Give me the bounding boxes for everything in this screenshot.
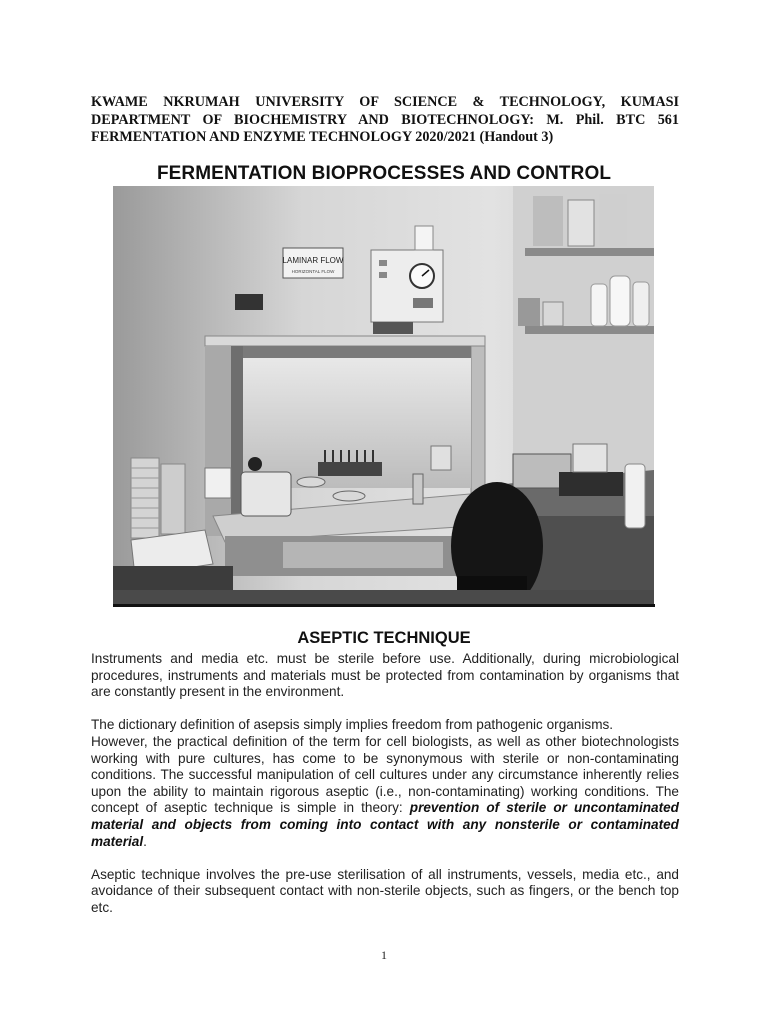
paragraph-pre-use-sterilisation: Aseptic technique involves the pre-use sterilisation of all instruments, vessels, media etc., and avoidance of their subsequent contact with non-sterile objects, such as fingers, or the bench top etc. [91, 866, 679, 915]
header-course: FERMENTATION AND ENZYME TECHNOLOGY 2020/2021 (Handout 3) [91, 129, 554, 145]
page-number: 1 [381, 948, 387, 962]
paragraph-practical-definition [91, 734, 679, 850]
paragraph-dictionary-definition: The dictionary definition of asepsis simply implies freedom from pathogenic organisms. [91, 717, 614, 733]
photo-divider-rule [113, 604, 655, 607]
header-university: KWAME NKRUMAH UNIVERSITY OF SCIENCE & TECHNOLOGY, KUMASI [91, 94, 679, 110]
practical-definition-end: . [143, 833, 147, 849]
laminar-flow-sign-subtext: HORIZONTAL FLOW [291, 269, 335, 274]
document-header [91, 94, 679, 147]
practical-definition-text: However, the practical definition of the term for cell biologists, as well as other biotechnologists working with pure cultures, has come to be synonymous with sterile or non-contaminating conditions. The successful manipulation of cell cultures under any circumstance inherently relies upon the ability to maintain rigorous aseptic (i.e., non-contaminating) working conditions. The concept of aseptic technique is simple in theory: [91, 733, 679, 816]
laminar-flow-sign-text: LAMINAR FLOW [282, 256, 344, 265]
paragraph-sterile-instruments: Instruments and media etc. must be sterile before use. Additionally, during microbiological procedures, instruments and materials must be protected from contamination by organisms that are constantly present in the environment. [91, 651, 679, 700]
emphasized-definition: prevention of sterile or uncontaminated material and objects from coming into contact with any nonsterile or contaminated material [91, 800, 679, 849]
section-heading: ASEPTIC TECHNIQUE [297, 629, 471, 647]
document-title: FERMENTATION BIOPROCESSES AND CONTROL [156, 163, 612, 184]
section-body [91, 651, 679, 917]
laminar-flow-lab-photo [113, 186, 654, 604]
header-department: DEPARTMENT OF BIOCHEMISTRY AND BIOTECHNOLOGY: M. Phil. BTC 561 [91, 111, 679, 128]
